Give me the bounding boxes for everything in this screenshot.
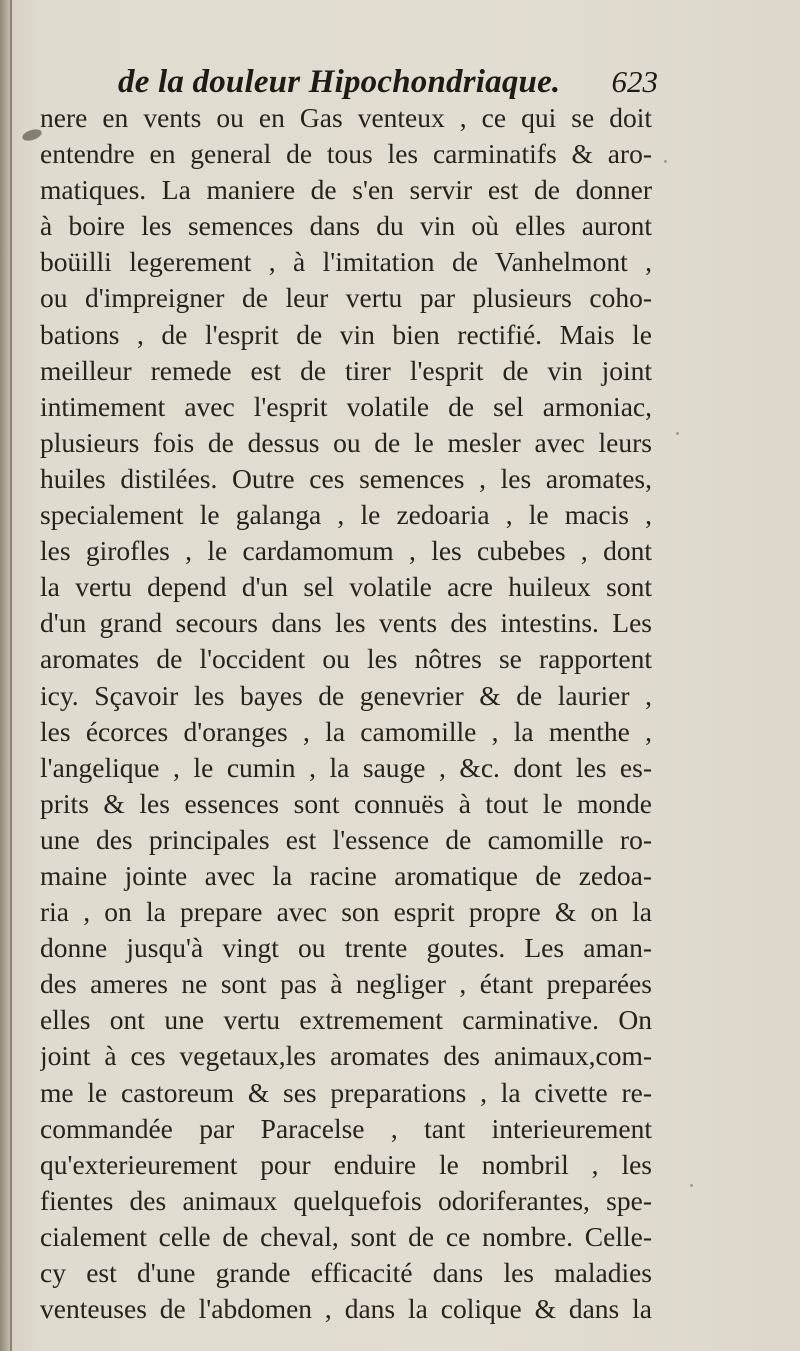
body-text [40, 100, 652, 1327]
text-line: maine jointe avec la racine aromatique de zedoa- [40, 859, 652, 891]
text-line: boüilli legerement , à l'imitation de Vanhelmont , [40, 246, 652, 278]
text-line: les écorces d'oranges , la camomille , la menthe , [40, 715, 652, 747]
text-line: commandée par Paracelse , tant interieurement [40, 1112, 652, 1144]
text-line: à boire les semences dans du vin où elles auront [40, 210, 652, 242]
paper-speck [676, 432, 679, 435]
text-line: plusieurs fois de dessus ou de le mesler avec leurs [40, 426, 652, 458]
text-line: huiles distilées. Outre ces semences , les aromates, [40, 462, 652, 494]
text-line: specialement le galanga , le zedoaria , le macis , [40, 499, 652, 531]
text-line: matiques. La maniere de s'en servir est de donner [40, 174, 652, 206]
text-line: des ameres ne sont pas à negliger , étant preparées [40, 968, 652, 1000]
text-line: une des principales est l'essence de camomille ro- [40, 823, 652, 855]
text-line: meilleur remede est de tirer l'esprit de vin joint [40, 354, 652, 386]
text-line: l'angelique , le cumin , la sauge , &c. dont les es- [40, 751, 652, 783]
text-line: qu'exterieurement pour enduire le nombril , les [40, 1148, 652, 1180]
text-line: bations , de l'esprit de vin bien rectifié. Mais le [40, 318, 652, 350]
text-line: cialement celle de cheval, sont de ce nombre. Celle- [40, 1220, 652, 1252]
running-title: de la douleur Hipochondriaque. [118, 64, 561, 100]
text-line: nere en vents ou en Gas venteux , ce qui se doit [40, 102, 652, 133]
text-line: les girofles , le cardamomum , les cubebes , dont [40, 535, 652, 567]
text-line: intimement avec l'esprit volatile de sel armoniac, [40, 390, 652, 422]
text-line: aromates de l'occident ou les nôtres se rapportent [40, 643, 652, 675]
paper-speck [664, 160, 667, 163]
paper-speck [690, 1184, 693, 1187]
text-line: la vertu depend d'un sel volatile acre huileux sont [40, 571, 652, 603]
text-line: elles ont une vertu extremement carminative. On [40, 1004, 652, 1036]
binding-edge [10, 0, 12, 1351]
text-line: venteuses de l'abdomen , dans la colique & dans la [40, 1293, 652, 1325]
binding-shadow [0, 0, 10, 1351]
text-line: prits & les essences sont connuës à tout le monde [40, 787, 652, 819]
text-line: ou d'impreigner de leur vertu par plusieurs coho- [40, 282, 652, 314]
text-line: joint à ces vegetaux,les aromates des animaux,com- [40, 1040, 652, 1072]
text-line: d'un grand secours dans les vents des intestins. Les [40, 607, 652, 639]
text-line: icy. Sçavoir les bayes de genevrier & de laurier , [40, 679, 652, 711]
text-line: fientes des animaux quelquefois odoriferantes, spe- [40, 1184, 652, 1216]
text-line: ria , on la prepare avec son esprit propre & on la [40, 896, 652, 928]
text-line: entendre en general de tous les carminatifs & aro- [40, 138, 652, 170]
text-line: donne jusqu'à vingt ou trente goutes. Les aman- [40, 932, 652, 964]
text-line: cy est d'une grande efficacité dans les maladies [40, 1257, 652, 1288]
text-line: me le castoreum & ses preparations , la civette re- [40, 1076, 652, 1108]
page-number: 623 [611, 64, 658, 99]
